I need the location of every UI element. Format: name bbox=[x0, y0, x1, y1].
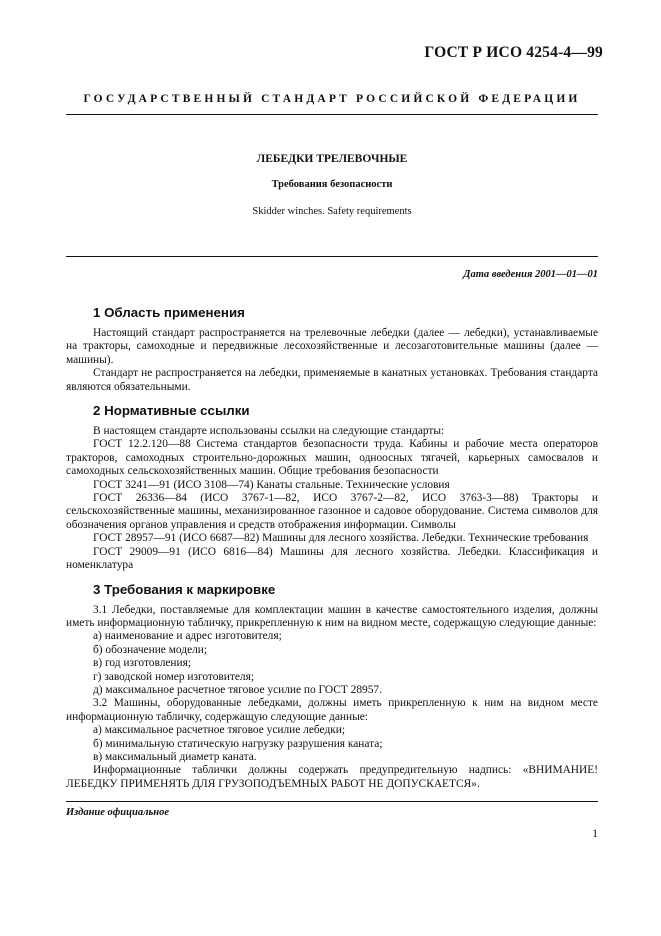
reference-item: ГОСТ 29009—91 (ИСО 6816—84) Машины для лесного хозяйства. Лебедки. Классификация и номенклатура bbox=[66, 545, 598, 572]
paragraph: В настоящем стандарте использованы ссылки на следующие стандарты: bbox=[93, 425, 445, 438]
list-item: а) максимальное расчетное тяговое усилие лебедки; bbox=[93, 724, 346, 737]
paragraph: 3.1 Лебедки, поставляемые для комплектации машин в качестве самостоятельного изделия, должны иметь информационную табличку, прикрепленную к ним на видном месте, содержащую следующие данные: bbox=[66, 603, 598, 629]
page-number: 1 bbox=[592, 828, 598, 840]
section-heading: 2 Нормативные ссылки bbox=[93, 403, 250, 419]
list-item: в) максимальный диаметр каната. bbox=[93, 750, 257, 763]
section-normative-references bbox=[66, 402, 598, 572]
paragraph: Стандарт не распространяется на лебедки, применяемые в канатных установках. Требования стандарта являются обязательными. bbox=[66, 367, 598, 393]
list-item: в) год изготовления; bbox=[93, 657, 192, 670]
paragraph: Настоящий стандарт распространяется на трелевочные лебедки (далее — лебедки), устанавливаемые на тракторы, самоходные и передвижные лесохозяйственные и лесозаготовительные машины (далее — машины). bbox=[66, 327, 598, 366]
section-heading: 3 Требования к маркировке bbox=[93, 581, 276, 597]
section-marking-requirements bbox=[66, 581, 598, 792]
list-item: г) заводской номер изготовителя; bbox=[93, 670, 255, 683]
standard-subtitle: Требования безопасности bbox=[271, 179, 393, 190]
paragraph: 3.2 Машины, оборудованные лебедками, должны иметь прикрепленную к ним на видном месте информационную табличку, содержащую следующие данные: bbox=[66, 697, 598, 723]
reference-item: ГОСТ 12.2.120—88 Система стандартов безопасности труда. Кабины и рабочие места операторов тракторов, самоходных строительно-дорожных машин, одноосных тягачей, карьерных самосвалов и самоходных сельскохозяйственных машин. Общие требования безопасности bbox=[66, 438, 598, 478]
standard-title: ЛЕБЕДКИ ТРЕЛЕВОЧНЫЕ bbox=[256, 153, 408, 165]
document-body bbox=[66, 304, 598, 791]
list-item: б) обозначение модели; bbox=[93, 643, 208, 656]
reference-item: ГОСТ 28957—91 (ИСО 6687—82) Машины для лесного хозяйства. Лебедки. Технические требования bbox=[93, 532, 589, 545]
footer-divider bbox=[66, 801, 598, 802]
list-item: б) минимальную статическую нагрузку разрушения каната; bbox=[93, 737, 383, 750]
title-divider bbox=[66, 256, 598, 257]
reference-item: ГОСТ 3241—91 (ИСО 3108—74) Канаты стальные. Технические условия bbox=[93, 478, 450, 491]
list-item: д) максимальное расчетное тяговое усилие по ГОСТ 28957. bbox=[93, 683, 382, 696]
state-standard-title: ГОСУДАРСТВЕННЫЙ СТАНДАРТ РОССИЙСКОЙ ФЕДЕРАЦИИ bbox=[83, 93, 581, 105]
document-code: ГОСТ Р ИСО 4254-4—99 bbox=[424, 44, 603, 61]
reference-item: ГОСТ 26336—84 (ИСО 3767-1—82, ИСО 3767-2—82, ИСО 3763-3—88) Тракторы и сельскохозяйственные машины, механизированное газонное и садовое оборудование. Система символов для обозначения органов управления и средств отображения информации. Символы bbox=[66, 492, 598, 531]
standard-english-title: Skidder winches. Safety requirements bbox=[252, 206, 412, 217]
effective-date: Дата введения 2001—01—01 bbox=[463, 269, 598, 280]
section-heading: 1 Область применения bbox=[93, 305, 245, 320]
edition-note: Издание официальное bbox=[66, 807, 170, 818]
section-scope bbox=[66, 304, 598, 394]
list-item: а) наименование и адрес изготовителя; bbox=[93, 630, 282, 643]
top-divider bbox=[66, 114, 598, 115]
warning-paragraph: Информационные таблички должны содержать предупредительную надпись: «ВНИМАНИЕ! ЛЕБЕДКУ ПРИМЕНЯТЬ ДЛЯ ГРУЗОПОДЪЕМНЫХ РАБОТ НЕ ДОПУСКАЕТСЯ». bbox=[66, 764, 598, 790]
